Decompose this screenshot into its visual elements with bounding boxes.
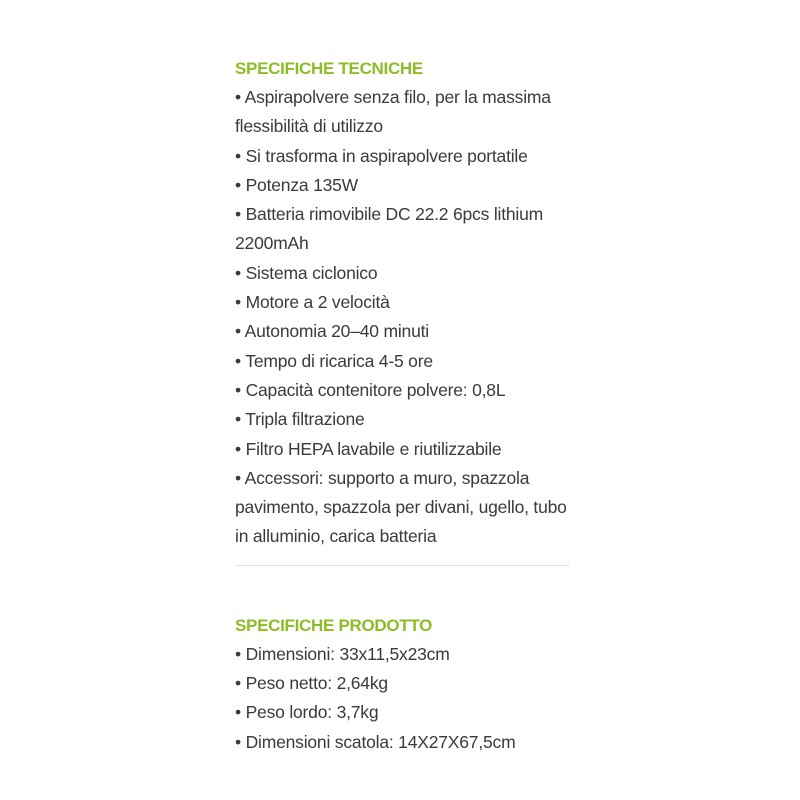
- spec-item: • Aspirapolvere senza filo, per la massima flessibilità di utilizzo: [235, 87, 551, 137]
- spec-item: • Autonomia 20–40 minuti: [235, 321, 429, 342]
- spec-item: • Peso lordo: 3,7kg: [235, 702, 379, 723]
- spec-item: • Peso netto: 2,64kg: [235, 673, 388, 694]
- spec-item: • Capacità contenitore polvere: 0,8L: [235, 379, 506, 400]
- technical-specs-section: [235, 54, 575, 552]
- product-specs-list: [235, 640, 575, 757]
- technical-specs-title: SPECIFICHE TECNICHE: [235, 59, 423, 78]
- spec-item: • Dimensioni: 33x11,5x23cm: [235, 643, 450, 664]
- spec-item: • Si trasforma in aspirapolvere portatile: [235, 145, 528, 166]
- section-divider: [235, 565, 570, 566]
- spec-item: • Batteria rimovibile DC 22.2 6pcs lithium 2200mAh: [235, 204, 543, 254]
- spec-item: • Tripla filtrazione: [235, 409, 365, 430]
- spec-item: • Motore a 2 velocità: [235, 292, 390, 313]
- spec-content: [235, 54, 575, 757]
- spec-item: • Tempo di ricarica 4-5 ore: [235, 350, 433, 371]
- spec-item: • Dimensioni scatola: 14X27X67,5cm: [235, 731, 516, 752]
- spec-item: • Filtro HEPA lavabile e riutilizzabile: [235, 438, 502, 459]
- technical-specs-list: [235, 83, 575, 552]
- product-specs-section: [235, 611, 575, 757]
- spec-item: • Accessori: supporto a muro, spazzola pavimento, spazzola per divani, ugello, tubo in alluminio, carica batteria: [235, 467, 567, 547]
- spec-item: • Potenza 135W: [235, 174, 358, 195]
- product-specs-title: SPECIFICHE PRODOTTO: [235, 615, 433, 635]
- spec-item: • Sistema ciclonico: [235, 262, 378, 283]
